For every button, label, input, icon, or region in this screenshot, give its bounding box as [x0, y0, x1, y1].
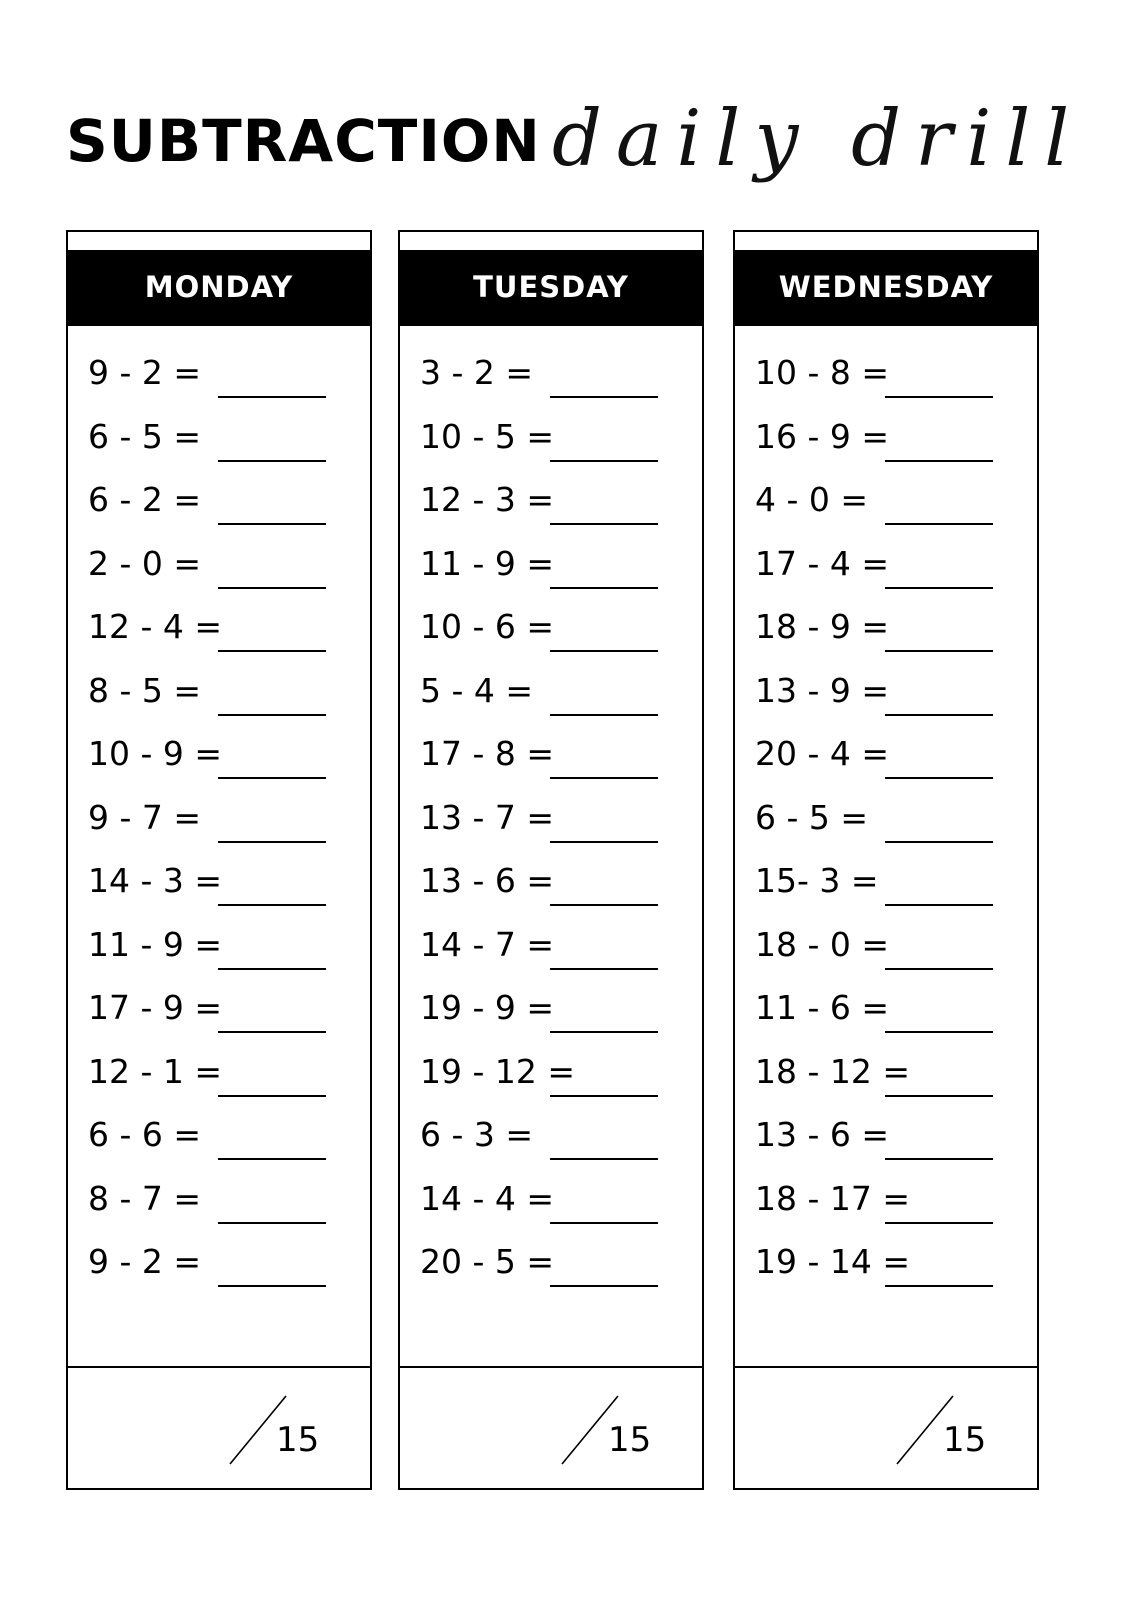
- problem-expression: 9 - 2 =: [88, 1242, 202, 1281]
- problem-expression: 9 - 2 =: [88, 353, 202, 392]
- problem-row: [68, 644, 370, 708]
- problem-expression: 17 - 8 =: [420, 734, 555, 773]
- problem-expression: 19 - 9 =: [420, 988, 555, 1027]
- problem-expression: 6 - 2 =: [88, 480, 202, 519]
- problem-row: [400, 390, 702, 454]
- problem-row: [400, 898, 702, 962]
- problem-row: [400, 517, 702, 581]
- problem-row: [400, 644, 702, 708]
- problem-row: [735, 517, 1037, 581]
- problem-expression: 18 - 12 =: [755, 1051, 911, 1091]
- problem-expression: 14 - 3 =: [88, 861, 223, 900]
- problem-expression: 11 - 9 =: [420, 543, 555, 583]
- answer-blank[interactable]: [218, 1285, 326, 1287]
- problem-row: [735, 707, 1037, 771]
- problem-row: [735, 1215, 1037, 1279]
- problem-row: [400, 453, 702, 517]
- problem-expression: 20 - 4 =: [755, 734, 890, 773]
- problem-expression: 15- 3 =: [755, 861, 879, 900]
- problem-row: [68, 1025, 370, 1089]
- problem-row: [68, 1152, 370, 1216]
- problem-expression: 10 - 8 =: [755, 353, 890, 392]
- problem-expression: 12 - 1 =: [88, 1051, 223, 1091]
- worksheet-subtitle-script: daily drill: [552, 94, 1084, 184]
- score-total: 15: [943, 1420, 987, 1460]
- problem-row: [735, 1152, 1037, 1216]
- problem-row: [735, 961, 1037, 1025]
- problem-row: [735, 580, 1037, 644]
- day-card-monday: [66, 230, 372, 1490]
- day-header: MONDAY: [68, 250, 370, 324]
- problem-row: [400, 707, 702, 771]
- score-box: [68, 1366, 370, 1488]
- problem-row: [735, 1088, 1037, 1152]
- problem-row: [735, 1025, 1037, 1089]
- problem-expression: 13 - 9 =: [755, 670, 890, 710]
- problem-expression: 10 - 6 =: [420, 607, 555, 646]
- answer-blank[interactable]: [550, 1285, 658, 1287]
- score-box: [400, 1366, 702, 1488]
- problem-row: [400, 1152, 702, 1216]
- problem-row: [735, 771, 1037, 835]
- problem-row: [68, 517, 370, 581]
- problem-row: [68, 961, 370, 1025]
- problem-expression: 14 - 7 =: [420, 924, 555, 964]
- problem-expression: 3 - 2 =: [420, 353, 534, 392]
- problem-expression: 4 - 0 =: [755, 480, 869, 519]
- problem-row: [400, 834, 702, 898]
- problem-expression: 16 - 9 =: [755, 416, 890, 456]
- problem-expression: 8 - 5 =: [88, 670, 202, 710]
- problem-row: [68, 1088, 370, 1152]
- problem-row: [735, 834, 1037, 898]
- problem-row: [400, 1215, 702, 1279]
- problem-expression: 5 - 4 =: [420, 670, 534, 710]
- day-header: WEDNESDAY: [735, 250, 1037, 324]
- problem-row: [68, 834, 370, 898]
- problem-row: [400, 580, 702, 644]
- worksheet-title: SUBTRACTION: [66, 107, 541, 175]
- day-header: TUESDAY: [400, 250, 702, 324]
- day-card-tuesday: [398, 230, 704, 1490]
- problem-expression: 6 - 3 =: [420, 1115, 534, 1154]
- score-total: 15: [276, 1420, 320, 1460]
- problem-row: [68, 390, 370, 454]
- problem-row: [735, 644, 1037, 708]
- problem-expression: 20 - 5 =: [420, 1242, 555, 1281]
- problem-expression: 19 - 12 =: [420, 1051, 576, 1091]
- problem-expression: 6 - 6 =: [88, 1115, 202, 1154]
- problem-row: [735, 390, 1037, 454]
- problem-row: [68, 326, 370, 390]
- problem-row: [68, 580, 370, 644]
- problem-expression: 12 - 3 =: [420, 480, 555, 519]
- problem-expression: 13 - 6 =: [755, 1115, 890, 1154]
- problem-expression: 13 - 7 =: [420, 797, 555, 837]
- problem-row: [68, 453, 370, 517]
- problem-expression: 13 - 6 =: [420, 861, 555, 900]
- problem-expression: 6 - 5 =: [88, 416, 202, 456]
- problem-expression: 17 - 4 =: [755, 543, 890, 583]
- problem-expression: 9 - 7 =: [88, 797, 202, 837]
- problem-expression: 18 - 9 =: [755, 607, 890, 646]
- problem-expression: 11 - 6 =: [755, 988, 890, 1027]
- problem-row: [400, 1088, 702, 1152]
- problem-expression: 17 - 9 =: [88, 988, 223, 1027]
- problem-row: [400, 961, 702, 1025]
- problem-expression: 12 - 4 =: [88, 607, 223, 646]
- problem-expression: 10 - 9 =: [88, 734, 223, 773]
- problem-expression: 11 - 9 =: [88, 924, 223, 964]
- day-card-wednesday: [733, 230, 1039, 1490]
- score-total: 15: [608, 1420, 652, 1460]
- problem-row: [68, 898, 370, 962]
- problem-expression: 6 - 5 =: [755, 797, 869, 837]
- problem-row: [735, 453, 1037, 517]
- problem-row: [400, 326, 702, 390]
- problem-expression: 18 - 0 =: [755, 924, 890, 964]
- problem-row: [68, 1215, 370, 1279]
- problem-row: [68, 771, 370, 835]
- problem-expression: 10 - 5 =: [420, 416, 555, 456]
- problem-row: [735, 326, 1037, 390]
- problem-row: [400, 771, 702, 835]
- problem-row: [735, 898, 1037, 962]
- problem-expression: 2 - 0 =: [88, 543, 202, 583]
- problem-expression: 8 - 7 =: [88, 1178, 202, 1218]
- problem-expression: 18 - 17 =: [755, 1178, 911, 1218]
- problem-row: [400, 1025, 702, 1089]
- problem-expression: 19 - 14 =: [755, 1242, 911, 1281]
- problem-expression: 14 - 4 =: [420, 1178, 555, 1218]
- problem-row: [68, 707, 370, 771]
- score-box: [735, 1366, 1037, 1488]
- answer-blank[interactable]: [885, 1285, 993, 1287]
